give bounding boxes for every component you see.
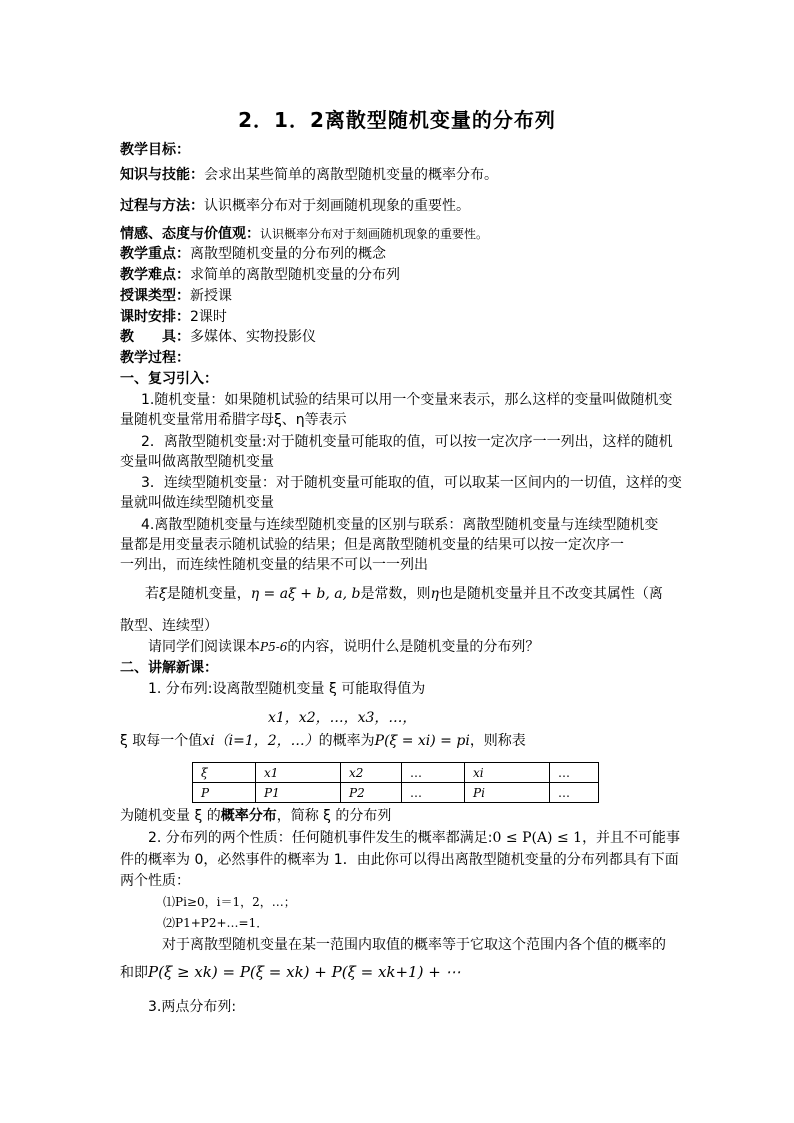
table-cell: … [550, 763, 599, 783]
prop-text-b: ，并且不可能事 [582, 830, 681, 846]
table-cell: P1 [256, 783, 341, 803]
new-lesson-heading: 二、讲解新课： [120, 660, 218, 676]
key-point-label: 教学重点： [120, 246, 190, 262]
hours-line [120, 307, 227, 327]
p6-page-ref: P5-6 [260, 640, 288, 654]
review-p4-line2: 量都是用变量表示随机试验的结果；但是离散型随机变量的结果可以按一定次序一 [120, 537, 624, 553]
review-p3-line1: 3．连续型随机变量：对于随机变量可能取的值，可以取某一区间内的一切值，这样的变 [141, 475, 682, 491]
knowledge-text: 会求出某些简单的离散型随机变量的概率分布。 [204, 167, 498, 183]
after-table-line [120, 806, 391, 826]
table-cell: … [550, 783, 599, 803]
properties-line2: 件的概率为 0，必然事件的概率为 1．由此你可以得出离散型随机变量的分布列都具有下面 [120, 852, 679, 868]
lesson-type-line [120, 286, 232, 306]
distribution-table [192, 762, 599, 803]
property-2: ⑵P1+P2+…=1． [163, 916, 269, 930]
p5-formula: η = aξ + b, a, b [250, 586, 361, 602]
property-1: ⑴Pi≥0，i＝1，2，…； [163, 895, 296, 909]
knowledge-label: 知识与技能： [120, 167, 204, 183]
review-p2-line1: 2．离散型随机变量:对于随机变量可能取的值，可以按一定次序一一列出，这样的随机 [141, 434, 673, 450]
p5-xi: ξ [159, 586, 167, 602]
lesson-type-text: 新授课 [190, 288, 232, 304]
key-point-text: 离散型随机变量的分布列的概念 [190, 246, 386, 262]
process-method-text: 认识概率分布对于刻画随机现象的重要性。 [204, 198, 470, 214]
review-p4-line3: 一列出，而连续性随机变量的结果不可以一一列出 [120, 557, 428, 573]
process-method-line [120, 196, 470, 216]
definition-line2 [120, 731, 526, 751]
sum-line1: 对于离散型随机变量在某一范围内取值的概率等于它取这个范围内各个值的概率的 [162, 937, 666, 953]
tools-line [120, 327, 316, 347]
p6-text-a: 请同学们阅读课本 [148, 639, 260, 655]
p5-text-d: 也是随机变量并且不改变其属性（离 [438, 586, 663, 602]
review-p5-line1 [145, 584, 663, 604]
tools-text: 多媒体、实物投影仪 [190, 329, 316, 345]
p5-text-a: 若 [145, 586, 159, 602]
table-cell: xi [465, 763, 550, 783]
hours-label: 课时安排： [120, 309, 190, 325]
emotion-line [120, 224, 488, 244]
lesson-type-label: 授课类型： [120, 288, 190, 304]
table-row [193, 783, 599, 803]
hours-text: 2课时 [190, 309, 227, 325]
table-row [193, 763, 599, 783]
def-text-c: ，则称表 [469, 733, 526, 749]
sum-text-a: 和即 [120, 965, 148, 981]
table-cell: x2 [341, 763, 402, 783]
properties-line1 [148, 828, 680, 848]
review-p1-line2: 量随机变量常用希腊字母ξ、η等表示 [120, 412, 347, 428]
sum-formula: P(ξ ≥ xk) = P(ξ = xk) + P(ξ = xk+1) + ⋯ [148, 963, 461, 981]
prop-text-a: 2. 分布列的两个性质：任何随机事件发生的概率都满足: [148, 830, 493, 846]
def-xi: xi（i=1，2，…） [202, 733, 319, 749]
table-cell: P [193, 783, 256, 803]
review-p3-line2: 量就叫做连续型随机变量 [120, 495, 274, 511]
knowledge-line [120, 165, 498, 185]
goals-heading: 教学目标： [120, 142, 190, 158]
key-point-line [120, 244, 386, 264]
difficulty-line [120, 265, 400, 285]
review-heading: 一、复习引入： [120, 371, 218, 387]
p5-text-b: 是随机变量， [166, 586, 251, 602]
properties-line3: 两个性质： [120, 873, 190, 889]
table-cell: … [402, 783, 465, 803]
review-p2-line2: 变量叫做离散型随机变量 [120, 454, 274, 470]
after-text-a: 为随机变量 ξ 的 [120, 808, 221, 824]
p6-text-b: 的内容，说明什么是随机变量的分布列？ [287, 639, 540, 655]
two-point-heading: 3.两点分布列: [148, 999, 237, 1015]
process-method-label: 过程与方法： [120, 198, 204, 214]
review-p6-line [148, 637, 539, 657]
def-formula: P(ξ = xi) = pi [374, 733, 470, 749]
difficulty-text: 求简单的离散型随机变量的分布列 [190, 267, 400, 283]
after-text-bold: 概率分布 [220, 808, 277, 824]
table-cell: ξ [193, 763, 256, 783]
process-heading: 教学过程： [120, 350, 190, 366]
difficulty-label: 教学难点： [120, 267, 190, 283]
table-cell: P2 [341, 783, 402, 803]
def-text-b: 的概率为 [318, 733, 375, 749]
def-text-a: ξ 取每一个值 [120, 733, 203, 749]
emotion-label: 情感、态度与价值观： [120, 226, 260, 242]
value-sequence: x1，x2，…，x3，…， [268, 710, 417, 726]
tools-label: 教 具： [120, 329, 190, 345]
review-p5-line2: 散型、连续型） [120, 618, 218, 634]
table-cell: x1 [256, 763, 341, 783]
after-text-c: ，简称 ξ 的分布列 [276, 808, 392, 824]
page-title: 2．1．2离散型随机变量的分布列 [238, 108, 556, 132]
review-p1-line1: 1.随机变量：如果随机试验的结果可以用一个变量来表示，那么这样的变量叫做随机变 [141, 392, 673, 408]
definition-line1: 1. 分布列:设离散型随机变量 ξ 可能取得值为 [148, 681, 426, 697]
p5-text-c: 是常数，则 [360, 586, 431, 602]
review-p4-line1: 4.离散型随机变量与连续型随机变量的区别与联系：离散型随机变量与连续型随机变 [141, 517, 659, 533]
table-cell: Pi [465, 783, 550, 803]
prop-formula: 0 ≤ P(A) ≤ 1 [492, 830, 583, 846]
p5-eta: η [430, 586, 439, 602]
sum-line2 [120, 962, 461, 983]
table-cell: … [402, 763, 465, 783]
emotion-text: 认识概率分布对于刻画随机现象的重要性。 [260, 227, 489, 241]
